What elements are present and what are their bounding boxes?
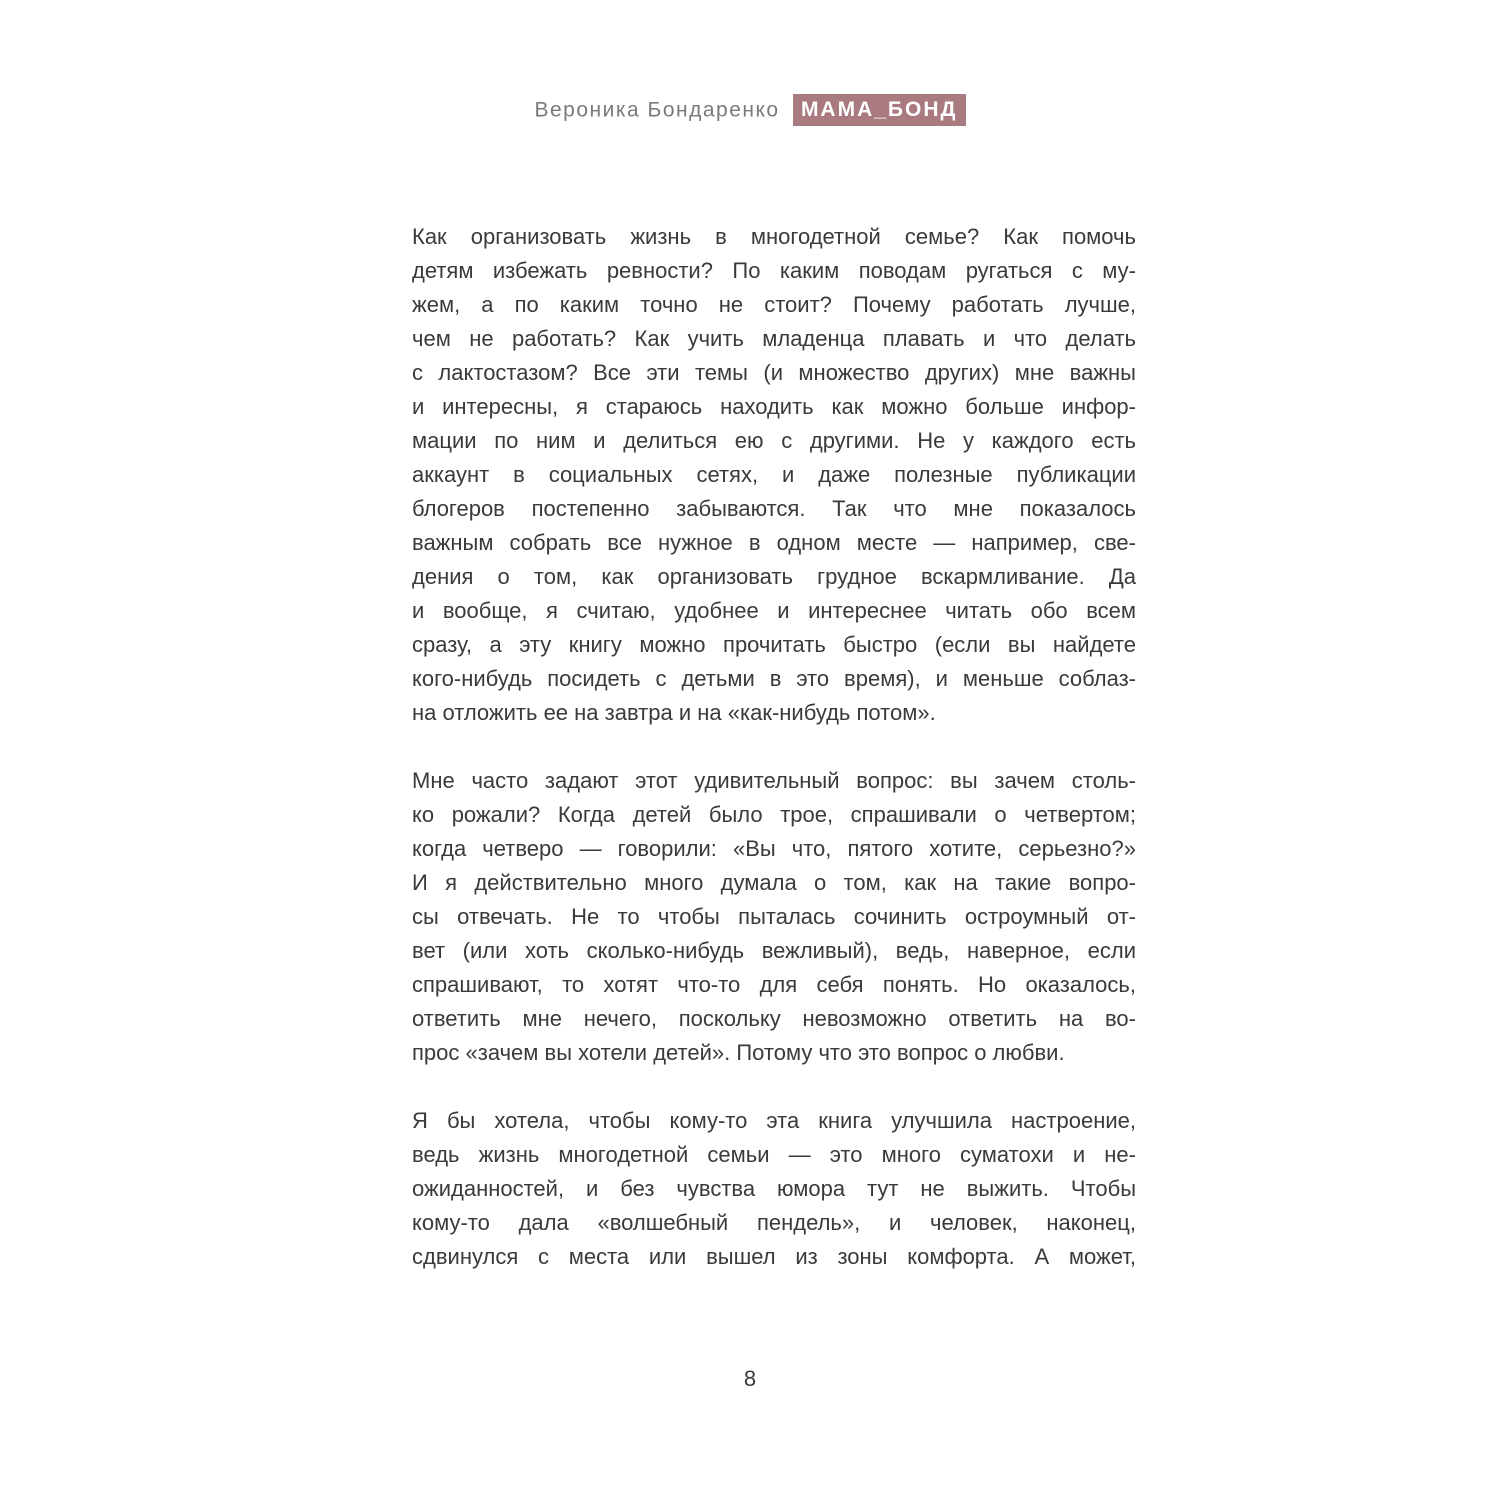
text-line: с лактостазом? Все эти темы (и множество других) мне важны (412, 360, 1136, 385)
text-line: и интересны, я стараюсь находить как можно больше инфор- (412, 394, 1136, 419)
page-number: 8 (743, 1366, 757, 1391)
text-line: Я бы хотела, чтобы кому-то эта книга улучшила настроение, (412, 1108, 1136, 1133)
text-line: спрашивают, то хотят что-то для себя понять. Но оказалось, (412, 972, 1136, 997)
text-line: сдвинулся с места или вышел из зоны комфорта. А может, (412, 1244, 1136, 1269)
text-line: жем, а по каким точно не стоит? Почему работать лучше, (412, 292, 1136, 317)
text-line: ведь жизнь многодетной семьи — это много суматохи и не- (412, 1142, 1136, 1167)
paragraph-2 (412, 764, 1136, 1070)
author-name: Вероника Бондаренко (534, 98, 780, 122)
text-line: прос «зачем вы хотели детей». Потому что это вопрос о любви. (412, 1040, 1065, 1065)
text-line: дения о том, как организовать грудное вскармливание. Да (412, 564, 1136, 589)
series-badge: МАМА_БОНД (793, 94, 966, 126)
running-header (0, 92, 1500, 128)
text-line: ответить мне нечего, поскольку невозможно ответить на во- (412, 1006, 1136, 1031)
text-line: кому-то дала «волшебный пендель», и человек, наконец, (412, 1210, 1136, 1235)
text-line: Как организовать жизнь в многодетной семье? Как помочь (412, 224, 1136, 249)
text-line: ожиданностей, и без чувства юмора тут не выжить. Чтобы (412, 1176, 1136, 1201)
text-line: чем не работать? Как учить младенца плавать и что делать (412, 326, 1136, 351)
paragraph-1 (412, 220, 1136, 730)
text-line: блогеров постепенно забываются. Так что мне показалось (412, 496, 1136, 521)
text-line: ко рожали? Когда детей было трое, спрашивали о четвертом; (412, 802, 1136, 827)
text-line: важным собрать все нужное в одном месте — например, све- (412, 530, 1136, 555)
text-line: аккаунт в социальных сетях, и даже полезные публикации (412, 462, 1136, 487)
paragraph-3 (412, 1104, 1136, 1274)
text-line: вет (или хоть сколько-нибудь вежливый), ведь, наверное, если (412, 938, 1136, 963)
text-line: Мне часто задают этот удивительный вопрос: вы зачем столь- (412, 768, 1136, 793)
text-line: и вообще, я считаю, удобнее и интереснее читать обо всем (412, 598, 1136, 623)
text-line: кого-нибудь посидеть с детьми в это время), и меньше соблаз- (412, 666, 1136, 691)
text-line: детям избежать ревности? По каким поводам ругаться с му- (412, 258, 1136, 283)
text-line: И я действительно много думала о том, как на такие вопро- (412, 870, 1136, 895)
body-text (412, 220, 1136, 1308)
text-line: когда четверо — говорили: «Вы что, пятого хотите, серьезно?» (412, 836, 1136, 861)
text-line: сразу, а эту книгу можно прочитать быстро (если вы найдете (412, 632, 1136, 657)
text-line: на отложить ее на завтра и на «как-нибудь потом». (412, 700, 936, 725)
text-line: сы отвечать. Не то чтобы пыталась сочинить остроумный от- (412, 904, 1136, 929)
text-line: мации по ним и делиться ею с другими. Не у каждого есть (412, 428, 1136, 453)
